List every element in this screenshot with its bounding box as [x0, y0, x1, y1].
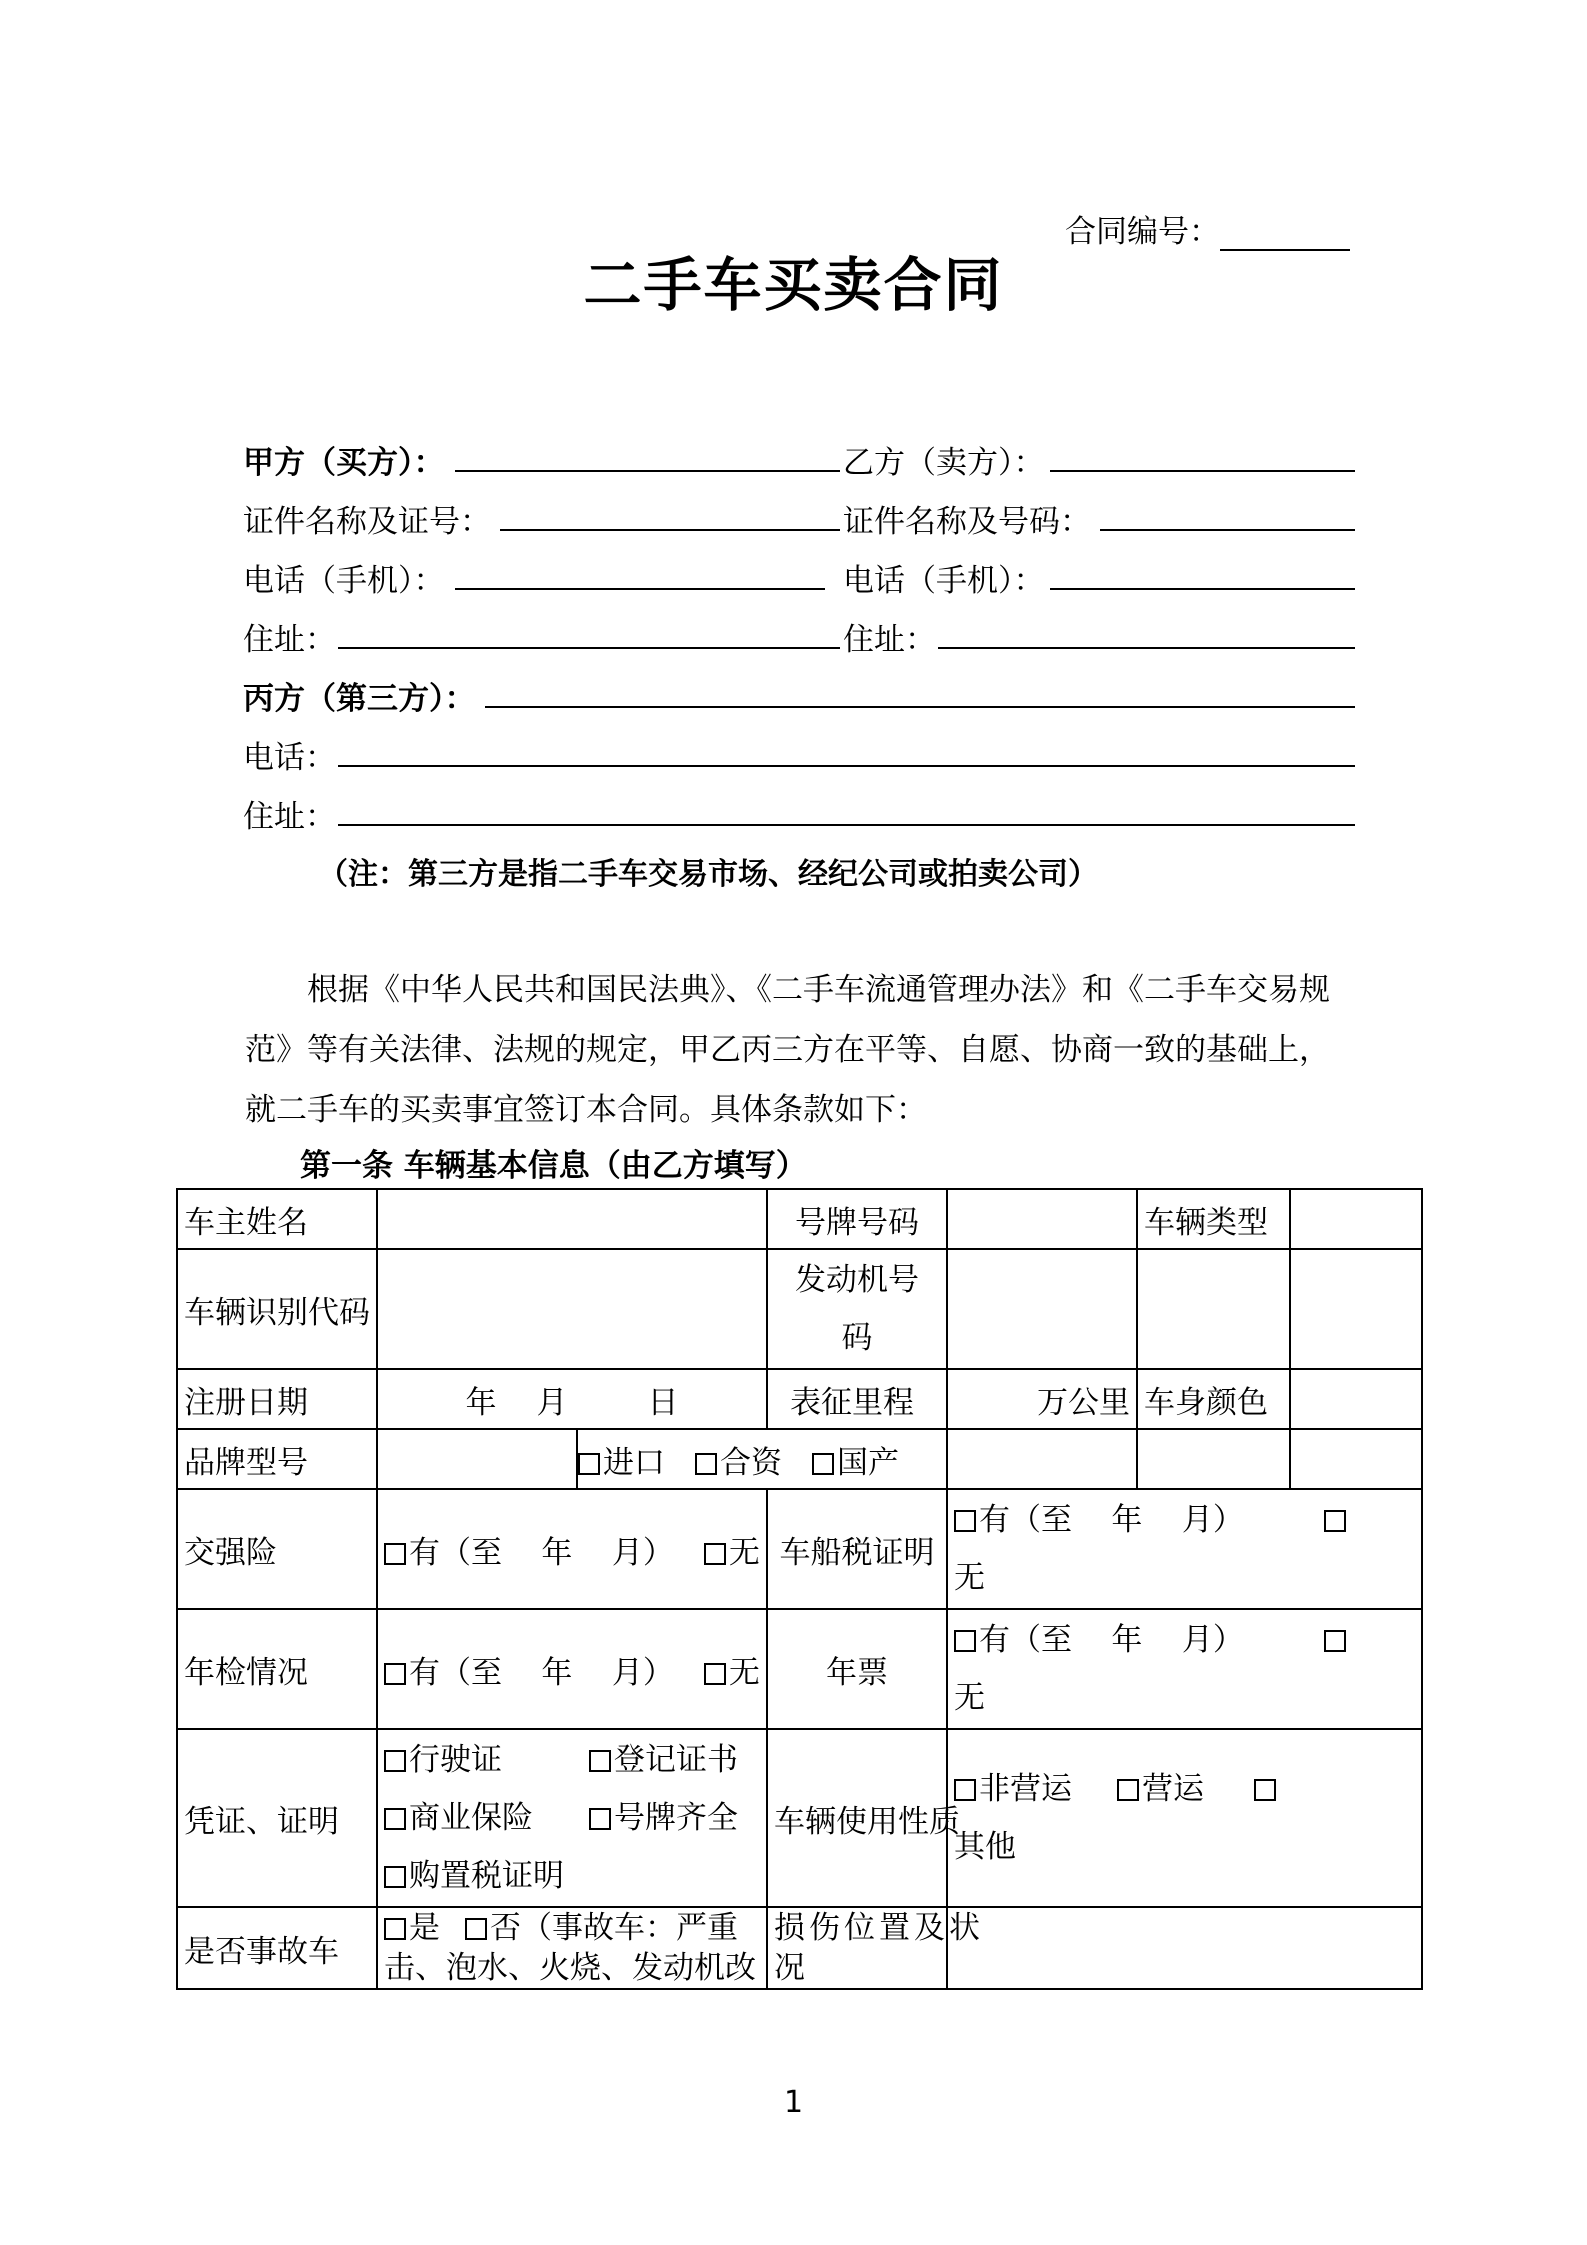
documents-label: 凭证、证明	[177, 1729, 377, 1907]
seller-label: 乙方（卖方）：	[843, 445, 1045, 481]
commercial-insurance-checkbox[interactable]	[384, 1808, 406, 1830]
buyer-phone-blank[interactable]	[455, 588, 825, 590]
annual-check-options: 有（至 年 月） 无	[377, 1609, 767, 1729]
seller-phone-label: 电话（手机）：	[843, 563, 1045, 599]
reg-date-label: 注册日期	[177, 1369, 377, 1429]
annual-ticket-label: 年票	[767, 1609, 947, 1729]
accident-car-label: 是否事故车	[177, 1907, 377, 1989]
annual-ticket-yes-checkbox[interactable]	[954, 1630, 976, 1652]
intro-line-3: 就二手车的买卖事宜签订本合同。具体条款如下：	[245, 1092, 927, 1128]
vin-label: 车辆识别代码	[177, 1249, 377, 1369]
non-operating-checkbox[interactable]	[954, 1779, 976, 1801]
buyer-blank[interactable]	[455, 470, 840, 472]
vessel-tax-options: 有（至 年 月） 无	[947, 1489, 1422, 1609]
page-number: 1	[783, 2085, 804, 2120]
buyer-id-blank[interactable]	[500, 529, 840, 531]
intro-line-2: 范》等有关法律、法规的规定，甲乙丙三方在平等、自愿、协商一致的基础上，	[245, 1032, 1330, 1068]
third-party-blank[interactable]	[485, 706, 1355, 708]
intro-line-1: 根据《中华人民共和国民法典》、《二手车流通管理办法》和《二手车交易规	[307, 972, 1330, 1008]
vehicle-type-label: 车辆类型	[1137, 1189, 1290, 1249]
mileage-cell[interactable]: 万公里	[947, 1369, 1137, 1429]
annual-ticket-no-checkbox[interactable]	[1324, 1630, 1346, 1652]
origin-options: 进口 合资 国产	[577, 1429, 947, 1489]
buyer-address-blank[interactable]	[338, 647, 840, 649]
damage-label: 损伤位置及状 况	[767, 1907, 947, 1989]
third-party-address-blank[interactable]	[338, 824, 1355, 826]
damage-cell[interactable]	[947, 1907, 1422, 1989]
plates-complete-checkbox[interactable]	[589, 1808, 611, 1830]
engine-no-extra-cell[interactable]	[1137, 1249, 1290, 1369]
annual-ticket-options: 有（至 年 月） 无	[947, 1609, 1422, 1729]
brand-extra-cell-3[interactable]	[1290, 1429, 1422, 1489]
page-title: 二手车买卖合同	[583, 251, 1004, 319]
brand-model-cell[interactable]	[377, 1429, 577, 1489]
owner-name-label: 车主姓名	[177, 1189, 377, 1249]
buyer-label: 甲方（买方）：	[243, 445, 445, 481]
compulsory-insurance-options: 有（至 年 月） 无	[377, 1489, 767, 1609]
vehicle-info-table	[176, 1188, 1423, 1990]
third-party-phone-label: 电话：	[243, 740, 336, 776]
registration-cert-checkbox[interactable]	[589, 1750, 611, 1772]
seller-id-label: 证件名称及号码：	[843, 504, 1091, 540]
usage-nature-options: 非营运 营运 其他	[947, 1729, 1422, 1907]
other-usage-checkbox[interactable]	[1254, 1779, 1276, 1801]
engine-no-extra-cell-2[interactable]	[1290, 1249, 1422, 1369]
operating-checkbox[interactable]	[1117, 1779, 1139, 1801]
documents-options: 行驶证 登记证书 商业保险 号牌齐全 购置税证明	[377, 1729, 767, 1907]
seller-blank[interactable]	[1050, 470, 1355, 472]
contract-number-label: 合同编号：	[1065, 214, 1220, 250]
body-color-label: 车身颜色	[1137, 1369, 1290, 1429]
third-party-label: 丙方（第三方）：	[243, 681, 476, 717]
engine-no-cell[interactable]	[947, 1249, 1137, 1369]
brand-model-label: 品牌型号	[177, 1429, 377, 1489]
vessel-tax-no-checkbox[interactable]	[1324, 1510, 1346, 1532]
buyer-id-label: 证件名称及证号：	[243, 504, 491, 540]
seller-address-blank[interactable]	[938, 647, 1355, 649]
usage-nature-label: 车辆使用性质	[767, 1729, 947, 1907]
body-color-cell[interactable]	[1290, 1369, 1422, 1429]
buyer-phone-label: 电话（手机）：	[243, 563, 445, 599]
driving-license-checkbox[interactable]	[384, 1750, 406, 1772]
annual-check-yes-checkbox[interactable]	[384, 1663, 406, 1685]
clause-1-heading: 第一条 车辆基本信息（由乙方填写）	[300, 1148, 807, 1184]
import-checkbox[interactable]	[578, 1453, 600, 1475]
third-party-note: （注：第三方是指二手车交易市场、经纪公司或拍卖公司）	[318, 857, 1098, 892]
compulsory-insurance-label: 交强险	[177, 1489, 377, 1609]
seller-phone-blank[interactable]	[1050, 588, 1355, 590]
domestic-checkbox[interactable]	[812, 1453, 834, 1475]
annual-check-no-checkbox[interactable]	[704, 1663, 726, 1685]
brand-extra-cell[interactable]	[947, 1429, 1137, 1489]
plate-no-cell[interactable]	[947, 1189, 1137, 1249]
buyer-address-label: 住址：	[243, 622, 336, 658]
engine-no-label: 发动机号 码	[767, 1249, 947, 1369]
vehicle-type-cell[interactable]	[1290, 1189, 1422, 1249]
annual-check-label: 年检情况	[177, 1609, 377, 1729]
third-party-address-label: 住址：	[243, 799, 336, 835]
brand-extra-cell-2[interactable]	[1137, 1429, 1290, 1489]
vessel-tax-yes-checkbox[interactable]	[954, 1510, 976, 1532]
accident-options: 是 否（事故车：严重 击、泡水、火烧、发动机改	[377, 1907, 767, 1989]
plate-no-label: 号牌号码	[767, 1189, 947, 1249]
vin-cell[interactable]	[377, 1249, 767, 1369]
third-party-phone-blank[interactable]	[338, 765, 1355, 767]
seller-address-label: 住址：	[843, 622, 936, 658]
compulsory-insurance-no-checkbox[interactable]	[704, 1543, 726, 1565]
reg-date-cell[interactable]: 年 月 日	[377, 1369, 767, 1429]
mileage-label: 表征里程	[767, 1369, 947, 1429]
accident-no-checkbox[interactable]	[465, 1918, 487, 1940]
joint-venture-checkbox[interactable]	[695, 1453, 717, 1475]
seller-id-blank[interactable]	[1100, 529, 1355, 531]
vessel-tax-label: 车船税证明	[767, 1489, 947, 1609]
owner-name-cell[interactable]	[377, 1189, 767, 1249]
purchase-tax-checkbox[interactable]	[384, 1866, 406, 1888]
compulsory-insurance-yes-checkbox[interactable]	[384, 1543, 406, 1565]
accident-yes-checkbox[interactable]	[384, 1918, 406, 1940]
